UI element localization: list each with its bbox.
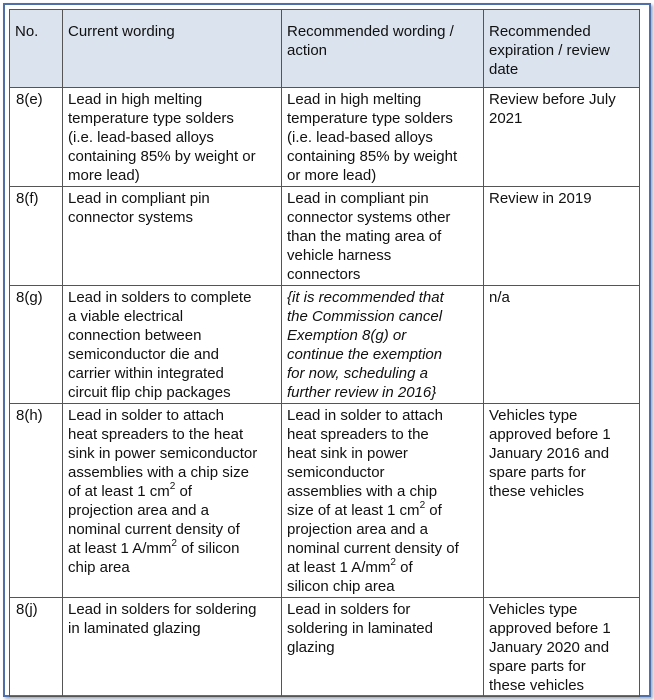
cell-expiration [484, 187, 640, 286]
cell-line: Lead in solder to attach [68, 407, 224, 424]
cell-line: semiconductor die and [68, 346, 219, 363]
cell-line: Lead in solders for soldering [68, 601, 257, 618]
cell-line: heat spreaders to the heat [68, 426, 244, 443]
cell-no: 8(h) [10, 404, 63, 598]
cell-line [287, 501, 479, 520]
cell-current [63, 88, 282, 187]
cell-line: nominal current density of [287, 540, 459, 557]
cell-line: Lead in compliant pin [287, 190, 429, 207]
cell-line: Exemption 8(g) or [287, 327, 407, 344]
cell-line [68, 539, 277, 558]
cell-recommended [282, 88, 484, 187]
cell-line: January 2020 and [489, 639, 610, 656]
header-recommended-wording [282, 10, 484, 88]
header-current-wording: Current wording [63, 10, 282, 88]
cell-line: containing 85% by weight or [68, 148, 256, 165]
cell-line: heat sink in power [287, 445, 408, 462]
cell-line: continue the exemption [287, 346, 443, 363]
cell-line: heat spreaders to the [287, 426, 429, 443]
superscript: 2 [171, 538, 177, 549]
cell-expiration [484, 88, 640, 187]
text-run: at least 1 A/mm [287, 559, 391, 576]
cell-line: than the mating area of [287, 228, 442, 245]
cell-line: connection between [68, 327, 202, 344]
cell-line: containing 85% by weight [287, 148, 458, 165]
cell-line: Lead in solder to attach [287, 407, 443, 424]
cell-line: in laminated glazing [68, 620, 201, 637]
exemptions-table [9, 9, 640, 697]
cell-no: 8(j) [10, 598, 63, 697]
cell-line: Review before July [489, 91, 616, 108]
cell-recommended [282, 286, 484, 404]
table-header-row [10, 10, 640, 88]
cell-current [63, 187, 282, 286]
cell-line: nominal current density of [68, 521, 240, 538]
cell-line: assemblies with a chip size [68, 464, 249, 481]
text-run: at least 1 A/mm [68, 540, 172, 557]
cell-line: Lead in solders for [287, 601, 411, 618]
cell-line: semiconductor [287, 464, 385, 481]
cell-line [287, 558, 479, 577]
cell-recommended [282, 187, 484, 286]
cell-line: projection area and a [68, 502, 209, 519]
cell-line: Vehicles type [489, 601, 578, 618]
cell-line: vehicle harness [287, 247, 392, 264]
cell-line: further review in 2016} [287, 384, 437, 401]
cell-line: 2021 [489, 110, 523, 127]
table-row [10, 598, 640, 697]
cell-recommended [282, 404, 484, 598]
cell-line: more lead) [68, 167, 140, 184]
text-run: of [175, 483, 192, 500]
header-line: date [489, 61, 519, 78]
cell-line: spare parts for [489, 464, 586, 481]
cell-line: silicon chip area [287, 578, 395, 595]
text-run: of [425, 502, 442, 519]
cell-no: 8(f) [10, 187, 63, 286]
cell-line: these vehicles [489, 677, 585, 694]
cell-no: 8(e) [10, 88, 63, 187]
cell-line: Lead in compliant pin [68, 190, 210, 207]
cell-line: carrier within integrated [68, 365, 224, 382]
cell-line: projection area and a [287, 521, 428, 538]
cell-line: circuit flip chip packages [68, 384, 231, 401]
cell-expiration [484, 598, 640, 697]
cell-line: the Commission cancel [287, 308, 443, 325]
cell-line: Review in 2019 [489, 190, 592, 207]
cell-line: soldering in laminated [287, 620, 433, 637]
cell-line: temperature type solders [68, 110, 234, 127]
cell-line: (i.e. lead-based alloys [68, 129, 214, 146]
cell-current [63, 286, 282, 404]
cell-line: for now, scheduling a [287, 365, 428, 382]
superscript: 2 [169, 481, 176, 492]
cell-line [68, 482, 277, 501]
cell-line: approved before 1 [489, 620, 611, 637]
cell-line: January 2016 and [489, 445, 610, 462]
header-no: No. [10, 10, 63, 88]
cell-line: temperature type solders [287, 110, 453, 127]
cell-line: (i.e. lead-based alloys [287, 129, 433, 146]
cell-line: a viable electrical [68, 308, 184, 325]
cell-line: glazing [287, 639, 335, 656]
text-run: size of at least 1 cm [287, 502, 420, 519]
header-line: Recommended [489, 23, 591, 40]
table-row [10, 404, 640, 598]
cell-line: connectors [287, 266, 361, 283]
header-line: action [287, 42, 328, 59]
cell-line: connector systems [68, 209, 194, 226]
cell-recommended [282, 598, 484, 697]
cell-current [63, 598, 282, 697]
text-run: of silicon [176, 540, 240, 557]
cell-expiration [484, 404, 640, 598]
cell-line: these vehicles [489, 483, 585, 500]
cell-no: 8(g) [10, 286, 63, 404]
superscript: 2 [390, 557, 396, 568]
text-run: of at least 1 cm [68, 483, 170, 500]
table-row [10, 88, 640, 187]
table-row [10, 187, 640, 286]
superscript: 2 [419, 500, 426, 511]
table-row [10, 286, 640, 404]
cell-line: or more lead) [287, 167, 377, 184]
header-expiration [484, 10, 640, 88]
cell-line: Lead in high melting [68, 91, 203, 108]
cell-line: spare parts for [489, 658, 586, 675]
header-line: Recommended wording / [287, 23, 454, 40]
cell-line: Lead in high melting [287, 91, 422, 108]
cell-line: {it is recommended that [287, 289, 444, 306]
cell-expiration [484, 286, 640, 404]
cell-line: approved before 1 [489, 426, 611, 443]
cell-line: sink in power semiconductor [68, 445, 258, 462]
text-run: of [395, 559, 413, 576]
cell-line: chip area [68, 559, 130, 576]
cell-line: n/a [489, 289, 510, 306]
cell-line: assemblies with a chip [287, 483, 438, 500]
cell-current [63, 404, 282, 598]
header-line: expiration / review [489, 42, 610, 59]
cell-line: connector systems other [287, 209, 451, 226]
cell-line: Lead in solders to complete [68, 289, 252, 306]
cell-line: Vehicles type [489, 407, 578, 424]
